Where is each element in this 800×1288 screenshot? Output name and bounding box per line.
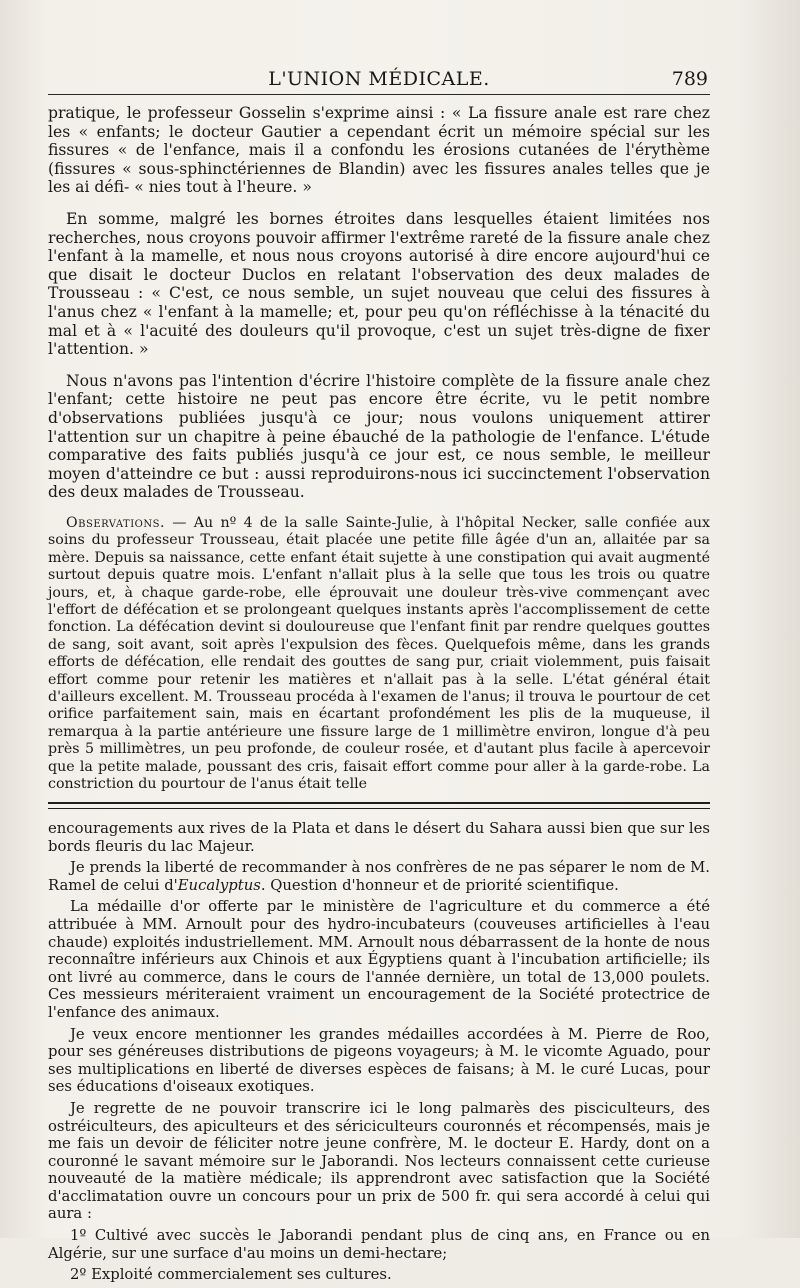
feuilleton-paragraph: La médaille d'or offerte par le ministère de l'agriculture et du commerce a été attribuée à MM. Arnoult pour des hydro-incubateurs (couveuses artificielles à l'eau chaude) exploités industriellement. MM. Arnoult nous débarrassent de la honte de nous reconnaître inférieurs aux Chinois et aux Égyptiens quant à l'incubation artificielle; ils ont livré au commerce, dans le cours de l'année dernière, un total de 13,000 poulets. Ces messieurs mériteraient vraiment un encouragement de la Société protectrice de l'enfance des animaux. [48,898,710,1021]
paragraph: Nous n'avons pas l'intention d'écrire l'histoire complète de la fissure anale chez l'enfant; cette histoire ne peut pas encore être écrite, vu le petit nombre d'observations publiées jusqu'à ce jour; nous voulons uniquement attirer l'attention sur un chapitre à peine ébauché de la pathologie de l'enfance. L'étude comparative des faits publiés jusqu'à ce jour est, ce nous semble, le meilleur moyen d'atteindre ce but : aussi reproduirons-nous ici succinctement l'observation des deux malades de Trousseau. [48,371,710,502]
thick-rule [48,802,710,804]
paragraph: En somme, malgré les bornes étroites dans lesquelles étaient limitées nos recherches, nous croyons pouvoir affirmer l'extrême rareté de la fissure anale chez l'enfant à la mamelle, et nous nous croyons autorisé à dire encore aujourd'hui ce que disait le docteur Duclos en relatant l'observation des deux malades de Trousseau : « C'est, ce nous semble, un sujet nouveau que celui des fissures à l'anus chez « l'enfant à la mamelle; et, pour peu qu'on réfléchisse à la ténacité du mal et à « l'acuité des douleurs qu'il provoque, c'est un sujet très-digne de fixer l'attention. » [48,209,710,359]
list-item: 1º Cultivé avec succès le Jaborandi pendant plus de cinq ans, en France ou en Algérie, sur une surface d'au moins un demi-hectare; [48,1227,710,1262]
page-number: 789 [671,68,708,90]
observation-heading: Observations. [66,514,165,531]
italic-term: Eucalyptus [177,876,261,894]
feuilleton-paragraph: Je veux encore mentionner les grandes médailles accordées à M. Pierre de Roo, pour ses généreuses distributions de pigeons voyageurs; à M. le vicomte Aguado, pour ses multiplications en liberté de diverses espèces de faisans; à M. le curé Lucas, pour ses éducations d'oiseaux exotiques. [48,1025,710,1096]
text-run: . Question d'honneur et de priorité scientifique. [260,876,619,894]
page-header [48,66,710,95]
text-run: Je prends la liberté de recommander à nos confrères de ne pas séparer le nom de M. Ramel de celui d' [48,859,710,894]
feuilleton-paragraph: Je regrette de ne pouvoir transcrire ici le long palmarès des pisciculteurs, des ostréiculteurs, des apiculteurs et des sériciculteurs couronnés et récompensés, mais je me fais un devoir de féliciter notre jeune confrère, M. le docteur E. Hardy, dont on a couronné le savant mémoire sur le Jaborandi. Nos lecteurs connaissent cette curieuse nouveauté de la matière médicale; ils apprendront avec satisfaction que la Société d'acclimatation ouvre un concours pour un prix de 500 fr. qui sera accordé à celui qui aura : [48,1099,710,1223]
list-item: 2º Exploité commercialement ses cultures. [70,1266,392,1284]
thin-rule [48,808,710,809]
feuilleton-paragraph: encouragements aux rives de la Plata et dans le désert du Sahara aussi bien que sur les bords fleuris du lac Majeur. [48,820,710,855]
observation-paragraph [48,515,710,794]
feuilleton-paragraph [48,859,710,894]
feuilleton-separator [48,802,710,816]
main-text [48,104,710,806]
observation-text: — Au nº 4 de la salle Sainte-Julie, à l'hôpital Necker, salle confiée aux soins du professeur Trousseau, était placée une petite fille âgée d'un an, allaitée par sa mère. Depuis sa naissance, cette enfant était sujette à une constipation qui avait augmenté surtout depuis quatre mois. L'enfant n'allait plus à la selle que tous les trois ou quatre jours, et, à chaque garde-robe, elle éprouvait une douleur très-vive commençant avec l'effort de défécation et se prolongeant quelques instants après l'accomplissement de cette fonction. La défécation devint si douloureuse que l'enfant finit par rendre quelques gouttes de sang, soit avant, soit après l'expulsion des fèces. Quelquefois même, dans les grands efforts de défécation, elle rendait des gouttes de sang pur, criait violemment, puis faisait effort comme pour retenir les matières et n'allait pas à la selle. L'état général était d'ailleurs excellent. M. Trousseau procéda à l'examen de l'anus; il trouva le pourtour de cet orifice parfaitement sain, mais en écartant profondément les plis de la muqueuse, il remarqua à la partie antérieure une fissure large de 1 millimètre environ, longue d'à peu près 5 millimètres, un peu profonde, de couleur rosée, et d'autant plus facile à apercevoir que la petite malade, poussant des cris, faisait effort comme pour aller à la garde-robe. La constriction du pourtour de l'anus était telle [48,514,710,792]
running-title: L'UNION MÉDICALE. [268,68,490,90]
paragraph: pratique, le professeur Gosselin s'exprime ainsi : « La fissure anale est rare chez les « enfants; le docteur Gautier a cependant écrit un mémoire spécial sur les fissures « de l'enfance, mais il a confondu les érosions cutanées de l'érythème (fissures « sous-sphinctériennes de Blandin) avec les fissures anales telles que je les ai défi- « nies tout à l'heure. » [48,104,710,197]
feuilleton [48,820,710,1288]
